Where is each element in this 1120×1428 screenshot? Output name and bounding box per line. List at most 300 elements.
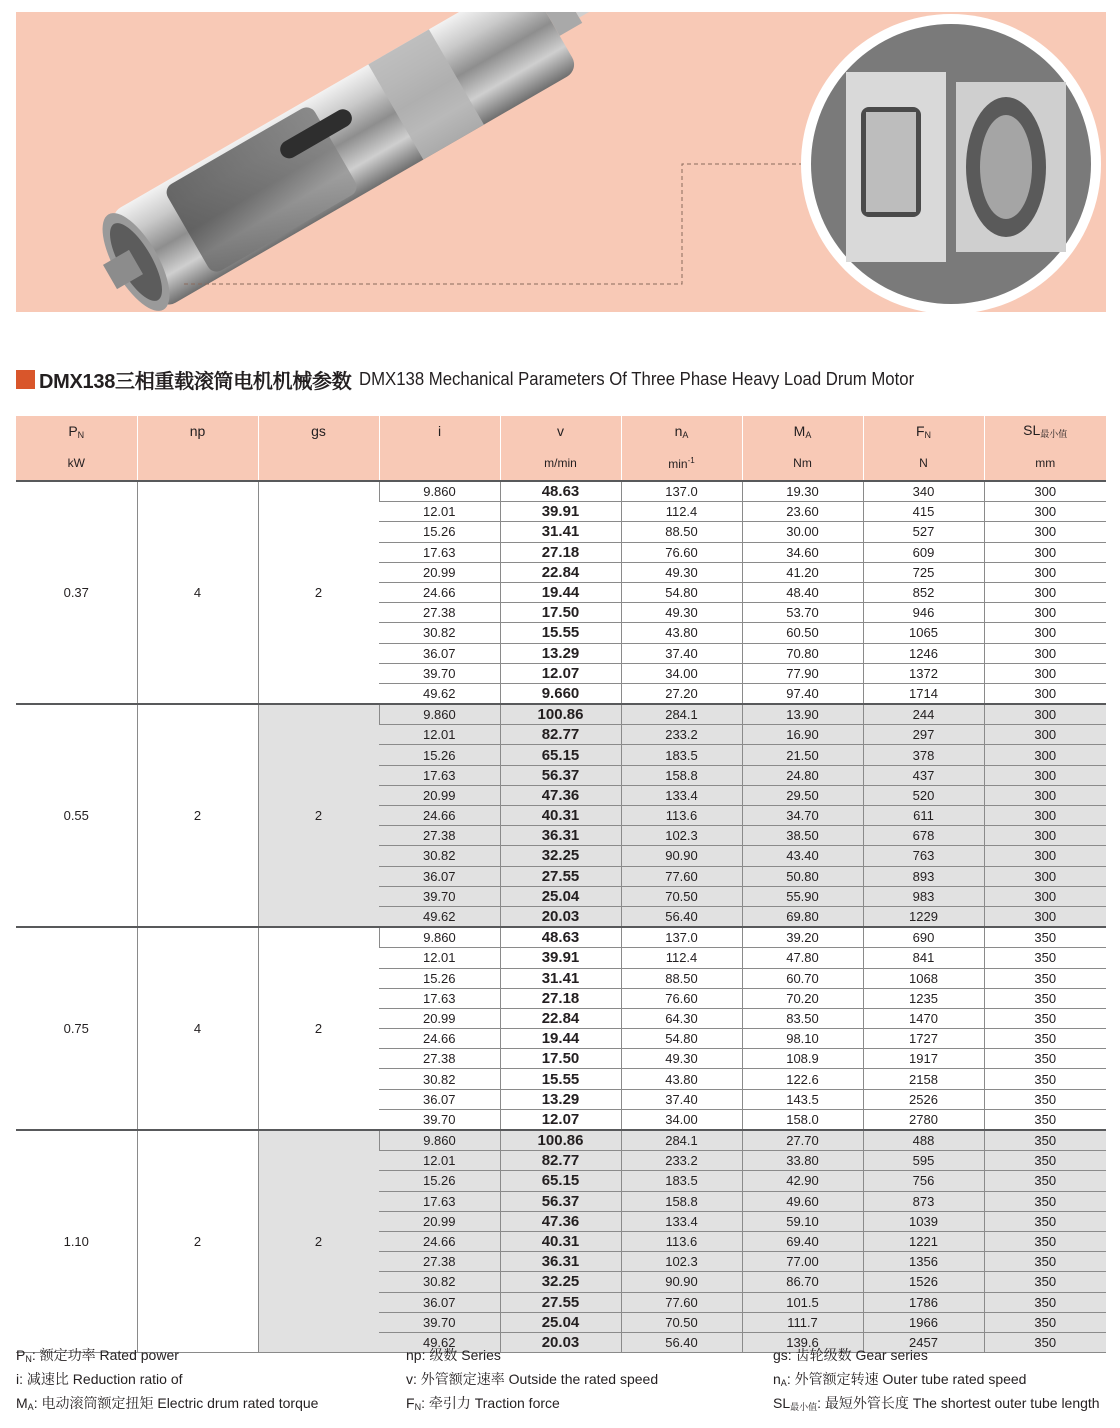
speed-cell: 19.44 [500,1029,621,1049]
torque-cell: 47.80 [742,948,863,968]
symbol-letter: n [773,1371,781,1387]
torque-cell: 98.10 [742,1029,863,1049]
length-cell: 350 [984,1252,1106,1272]
ratio-cell: 27.38 [379,1049,500,1069]
speed-cell: 65.15 [500,745,621,765]
length-cell: 300 [984,826,1106,846]
speed-cell: 100.86 [500,1130,621,1151]
speed-cell: 27.18 [500,542,621,562]
section-title [16,366,956,392]
group-gs: 2 [258,704,379,927]
parameters-table [16,416,1106,1353]
torque-cell: 101.5 [742,1292,863,1312]
ratio-cell: 36.07 [379,1292,500,1312]
force-cell: 1068 [863,968,984,988]
force-cell: 415 [863,502,984,522]
speed-cell: 27.55 [500,866,621,886]
rpm-cell: 90.90 [621,846,742,866]
speed-cell: 32.25 [500,1272,621,1292]
torque-cell: 60.50 [742,623,863,643]
torque-cell: 59.10 [742,1211,863,1231]
force-cell: 609 [863,542,984,562]
force-cell: 2526 [863,1089,984,1109]
length-cell: 300 [984,765,1106,785]
legend-item [406,1367,658,1391]
ratio-cell: 30.82 [379,623,500,643]
rpm-cell: 43.80 [621,1069,742,1089]
torque-cell: 139.6 [742,1332,863,1352]
force-cell: 1356 [863,1252,984,1272]
unit-text: min [668,456,688,471]
speed-cell: 19.44 [500,582,621,602]
legend-column [406,1343,658,1415]
torque-cell: 111.7 [742,1312,863,1332]
header-unit: mm [984,446,1106,481]
rpm-cell: 183.5 [621,1171,742,1191]
symbol-letter: i [16,1371,20,1387]
rpm-cell: 34.00 [621,1109,742,1130]
length-cell: 350 [984,1211,1106,1231]
length-cell: 350 [984,1332,1106,1352]
speed-cell: 39.91 [500,502,621,522]
ratio-cell: 17.63 [379,765,500,785]
symbol-letter: SL [773,1395,791,1411]
symbol-subscript: N [414,1402,422,1412]
legend-description: : 外管额定速率 Outside the rated speed [413,1371,659,1387]
ratio-cell: 49.62 [379,1332,500,1352]
rpm-cell: 54.80 [621,582,742,602]
group-pn: 0.55 [16,704,137,927]
torque-cell: 33.80 [742,1151,863,1171]
ratio-cell: 9.860 [379,481,500,502]
force-cell: 1235 [863,988,984,1008]
table-row [16,927,1106,948]
length-cell: 300 [984,846,1106,866]
legend-item [773,1367,1100,1391]
legend-item [16,1367,318,1391]
rpm-cell: 137.0 [621,481,742,502]
ratio-cell: 49.62 [379,906,500,927]
symbol-subscript: N [25,1354,32,1364]
force-cell: 678 [863,826,984,846]
force-cell: 520 [863,785,984,805]
force-cell: 852 [863,582,984,602]
force-cell: 946 [863,603,984,623]
rpm-cell: 70.50 [621,886,742,906]
length-cell: 300 [984,542,1106,562]
speed-cell: 15.55 [500,1069,621,1089]
rpm-cell: 27.20 [621,683,742,704]
torque-cell: 143.5 [742,1089,863,1109]
torque-cell: 13.90 [742,704,863,725]
length-cell: 300 [984,582,1106,602]
force-cell: 297 [863,725,984,745]
torque-cell: 49.60 [742,1191,863,1211]
rpm-cell: 56.40 [621,1332,742,1352]
section-title-en: DMX138 Mechanical Parameters Of Three Phase Heavy Load Drum Motor [359,368,915,389]
force-cell: 527 [863,522,984,542]
ratio-cell: 12.01 [379,725,500,745]
table-row [16,704,1106,725]
rpm-cell: 158.8 [621,1191,742,1211]
speed-cell: 36.31 [500,826,621,846]
speed-cell: 56.37 [500,765,621,785]
length-cell: 300 [984,502,1106,522]
force-cell: 1714 [863,683,984,704]
legend-item [773,1343,1100,1367]
legend-description: : 牵引力 Traction force [421,1395,560,1411]
force-cell: 340 [863,481,984,502]
rpm-cell: 64.30 [621,1008,742,1028]
speed-cell: 100.86 [500,704,621,725]
rpm-cell: 133.4 [621,1211,742,1231]
header-row-symbols [16,416,1106,446]
length-cell: 300 [984,906,1106,927]
speed-cell: 82.77 [500,1151,621,1171]
symbol-letter: F [406,1395,415,1411]
header-symbol [621,416,742,446]
rpm-cell: 77.60 [621,866,742,886]
rpm-cell: 76.60 [621,988,742,1008]
drum-motor-illustration [16,12,1106,312]
ratio-cell: 17.63 [379,1191,500,1211]
force-cell: 1966 [863,1312,984,1332]
ratio-cell: 20.99 [379,785,500,805]
legend-description: : 最短外管长度 The shortest outer tube length [817,1395,1100,1411]
torque-cell: 53.70 [742,603,863,623]
group-np: 4 [137,481,258,704]
ratio-cell: 39.70 [379,886,500,906]
length-cell: 350 [984,1151,1106,1171]
rpm-cell: 183.5 [621,745,742,765]
length-cell: 350 [984,1130,1106,1151]
header-unit: N [863,446,984,481]
product-banner [16,12,1106,312]
torque-cell: 38.50 [742,826,863,846]
rpm-cell: 54.80 [621,1029,742,1049]
torque-cell: 43.40 [742,846,863,866]
speed-cell: 32.25 [500,846,621,866]
speed-cell: 22.84 [500,1008,621,1028]
ratio-cell: 15.26 [379,968,500,988]
rpm-cell: 76.60 [621,542,742,562]
group-gs: 2 [258,481,379,704]
header-symbol [137,416,258,446]
rpm-cell: 37.40 [621,643,742,663]
rpm-cell: 284.1 [621,1130,742,1151]
ratio-cell: 36.07 [379,866,500,886]
torque-cell: 29.50 [742,785,863,805]
rpm-cell: 37.40 [621,1089,742,1109]
force-cell: 244 [863,704,984,725]
header-symbol [863,416,984,446]
torque-cell: 48.40 [742,582,863,602]
speed-cell: 47.36 [500,1211,621,1231]
ratio-cell: 30.82 [379,846,500,866]
rpm-cell: 112.4 [621,502,742,522]
torque-cell: 70.80 [742,643,863,663]
torque-cell: 108.9 [742,1049,863,1069]
ratio-cell: 12.01 [379,948,500,968]
force-cell: 893 [863,866,984,886]
header-unit: m/min [500,446,621,481]
ratio-cell: 39.70 [379,1109,500,1130]
header-unit: Nm [742,446,863,481]
legend-description: : 齿轮级数 Gear series [787,1347,928,1363]
header-symbol [984,416,1106,446]
speed-cell: 27.18 [500,988,621,1008]
rpm-cell: 233.2 [621,1151,742,1171]
length-cell: 350 [984,1029,1106,1049]
length-cell: 300 [984,683,1106,704]
length-cell: 300 [984,866,1106,886]
ratio-cell: 30.82 [379,1069,500,1089]
speed-cell: 20.03 [500,906,621,927]
legend-item [773,1391,1100,1415]
length-cell: 350 [984,1069,1106,1089]
speed-cell: 48.63 [500,481,621,502]
speed-cell: 36.31 [500,1252,621,1272]
rpm-cell: 233.2 [621,725,742,745]
symbol-letter: SL [1023,422,1041,438]
torque-cell: 97.40 [742,683,863,704]
speed-cell: 31.41 [500,522,621,542]
speed-cell: 47.36 [500,785,621,805]
rpm-cell: 34.00 [621,663,742,683]
legend-item [406,1391,658,1415]
length-cell: 300 [984,704,1106,725]
rpm-cell: 113.6 [621,1231,742,1251]
rpm-cell: 284.1 [621,704,742,725]
ratio-cell: 20.99 [379,1008,500,1028]
legend-description: : 额定功率 Rated power [31,1347,179,1363]
torque-cell: 19.30 [742,481,863,502]
rpm-cell: 88.50 [621,968,742,988]
torque-cell: 86.70 [742,1272,863,1292]
symbol-subscript: A [805,429,812,440]
legend-description: : 电动滚筒额定扭矩 Electric drum rated torque [33,1395,319,1411]
speed-cell: 56.37 [500,1191,621,1211]
force-cell: 690 [863,927,984,948]
symbol-subscript: 最小值 [790,1402,818,1412]
ratio-cell: 30.82 [379,1272,500,1292]
unit-exponent: -1 [687,455,695,465]
force-cell: 1039 [863,1211,984,1231]
torque-cell: 24.80 [742,765,863,785]
group-gs: 2 [258,1130,379,1353]
speed-cell: 17.50 [500,1049,621,1069]
length-cell: 350 [984,948,1106,968]
torque-cell: 69.80 [742,906,863,927]
length-cell: 350 [984,1272,1106,1292]
symbol-letter: gs [773,1347,788,1363]
force-cell: 763 [863,846,984,866]
torque-cell: 83.50 [742,1008,863,1028]
legend-description: : 减速比 Reduction ratio of [19,1371,183,1387]
rpm-cell: 133.4 [621,785,742,805]
ratio-cell: 20.99 [379,562,500,582]
torque-cell: 16.90 [742,725,863,745]
group-np: 4 [137,927,258,1130]
length-cell: 300 [984,522,1106,542]
speed-cell: 82.77 [500,725,621,745]
ratio-cell: 15.26 [379,745,500,765]
length-cell: 300 [984,603,1106,623]
speed-cell: 17.50 [500,603,621,623]
header-unit [137,446,258,481]
legend-item [16,1343,318,1367]
length-cell: 300 [984,562,1106,582]
ratio-cell: 20.99 [379,1211,500,1231]
speed-cell: 22.84 [500,562,621,582]
ratio-cell: 24.66 [379,1029,500,1049]
force-cell: 488 [863,1130,984,1151]
speed-cell: 25.04 [500,1312,621,1332]
header-row-units [16,446,1106,481]
torque-cell: 30.00 [742,522,863,542]
torque-cell: 55.90 [742,886,863,906]
torque-cell: 34.70 [742,806,863,826]
torque-cell: 158.0 [742,1109,863,1130]
group-np: 2 [137,704,258,927]
symbol-subscript: A [682,429,689,440]
symbol-subscript: N [924,429,932,440]
torque-cell: 39.20 [742,927,863,948]
speed-cell: 15.55 [500,623,621,643]
torque-cell: 77.90 [742,663,863,683]
length-cell: 350 [984,927,1106,948]
header-symbol [742,416,863,446]
speed-cell: 40.31 [500,806,621,826]
speed-cell: 13.29 [500,643,621,663]
ratio-cell: 27.38 [379,1252,500,1272]
length-cell: 350 [984,1312,1106,1332]
force-cell: 1229 [863,906,984,927]
group-gs: 2 [258,927,379,1130]
length-cell: 350 [984,1191,1106,1211]
ratio-cell: 39.70 [379,663,500,683]
rpm-cell: 88.50 [621,522,742,542]
ratio-cell: 12.01 [379,502,500,522]
speed-cell: 48.63 [500,927,621,948]
group-pn: 0.75 [16,927,137,1130]
title-marker [16,370,35,389]
rpm-cell: 90.90 [621,1272,742,1292]
length-cell: 300 [984,623,1106,643]
ratio-cell: 15.26 [379,1171,500,1191]
symbol-subscript: A [27,1402,34,1412]
torque-cell: 69.40 [742,1231,863,1251]
rpm-cell: 102.3 [621,1252,742,1272]
force-cell: 2158 [863,1069,984,1089]
torque-cell: 60.70 [742,968,863,988]
drum-motor-body [83,12,618,312]
length-cell: 350 [984,968,1106,988]
ratio-cell: 15.26 [379,522,500,542]
section-title-zh: DMX138三相重载滚筒电机机械参数 [39,370,352,393]
header-unit: kW [16,446,137,481]
length-cell: 300 [984,806,1106,826]
force-cell: 2457 [863,1332,984,1352]
group-pn: 1.10 [16,1130,137,1353]
speed-cell: 27.55 [500,1292,621,1312]
rpm-cell: 112.4 [621,948,742,968]
force-cell: 1917 [863,1049,984,1069]
length-cell: 300 [984,725,1106,745]
force-cell: 756 [863,1171,984,1191]
symbol-letter: M [16,1395,28,1411]
legend-item [406,1343,658,1367]
header-symbol [16,416,137,446]
symbol-letter: v [406,1371,413,1387]
length-cell: 350 [984,1008,1106,1028]
symbol-letter: P [68,422,78,439]
length-cell: 350 [984,988,1106,1008]
force-cell: 1372 [863,663,984,683]
ratio-cell: 24.66 [379,806,500,826]
torque-cell: 77.00 [742,1252,863,1272]
group-pn: 0.37 [16,481,137,704]
force-cell: 873 [863,1191,984,1211]
ratio-cell: 17.63 [379,988,500,1008]
ratio-cell: 9.860 [379,704,500,725]
legend-item [16,1391,318,1415]
ratio-cell: 9.860 [379,1130,500,1151]
torque-cell: 50.80 [742,866,863,886]
symbol-letter: v [557,423,564,439]
speed-cell: 9.660 [500,683,621,704]
ratio-cell: 39.70 [379,1312,500,1332]
rpm-cell: 70.50 [621,1312,742,1332]
force-cell: 1221 [863,1231,984,1251]
length-cell: 350 [984,1109,1106,1130]
group-np: 2 [137,1130,258,1353]
force-cell: 841 [863,948,984,968]
rpm-cell: 113.6 [621,806,742,826]
legend-column [773,1343,1100,1415]
torque-cell: 70.20 [742,988,863,1008]
length-cell: 350 [984,1292,1106,1312]
header-symbol [500,416,621,446]
legend-description: : 级数 Series [421,1347,501,1363]
torque-cell: 122.6 [742,1069,863,1089]
speed-cell: 31.41 [500,968,621,988]
force-cell: 2780 [863,1109,984,1130]
torque-cell: 27.70 [742,1130,863,1151]
ratio-cell: 27.38 [379,603,500,623]
force-cell: 1065 [863,623,984,643]
ratio-cell: 49.62 [379,683,500,704]
length-cell: 300 [984,663,1106,683]
legend-column [16,1343,318,1415]
torque-cell: 23.60 [742,502,863,522]
symbol-letter: i [437,423,442,439]
torque-cell: 21.50 [742,745,863,765]
force-cell: 1786 [863,1292,984,1312]
speed-cell: 65.15 [500,1171,621,1191]
rpm-cell: 49.30 [621,562,742,582]
length-cell: 300 [984,481,1106,502]
ratio-cell: 24.66 [379,582,500,602]
ratio-cell: 9.860 [379,927,500,948]
torque-cell: 41.20 [742,562,863,582]
rpm-cell: 102.3 [621,826,742,846]
header-unit [379,446,500,481]
speed-cell: 20.03 [500,1332,621,1352]
force-cell: 437 [863,765,984,785]
rpm-cell: 158.8 [621,765,742,785]
legend-description: : 外管额定转速 Outer tube rated speed [786,1371,1027,1387]
